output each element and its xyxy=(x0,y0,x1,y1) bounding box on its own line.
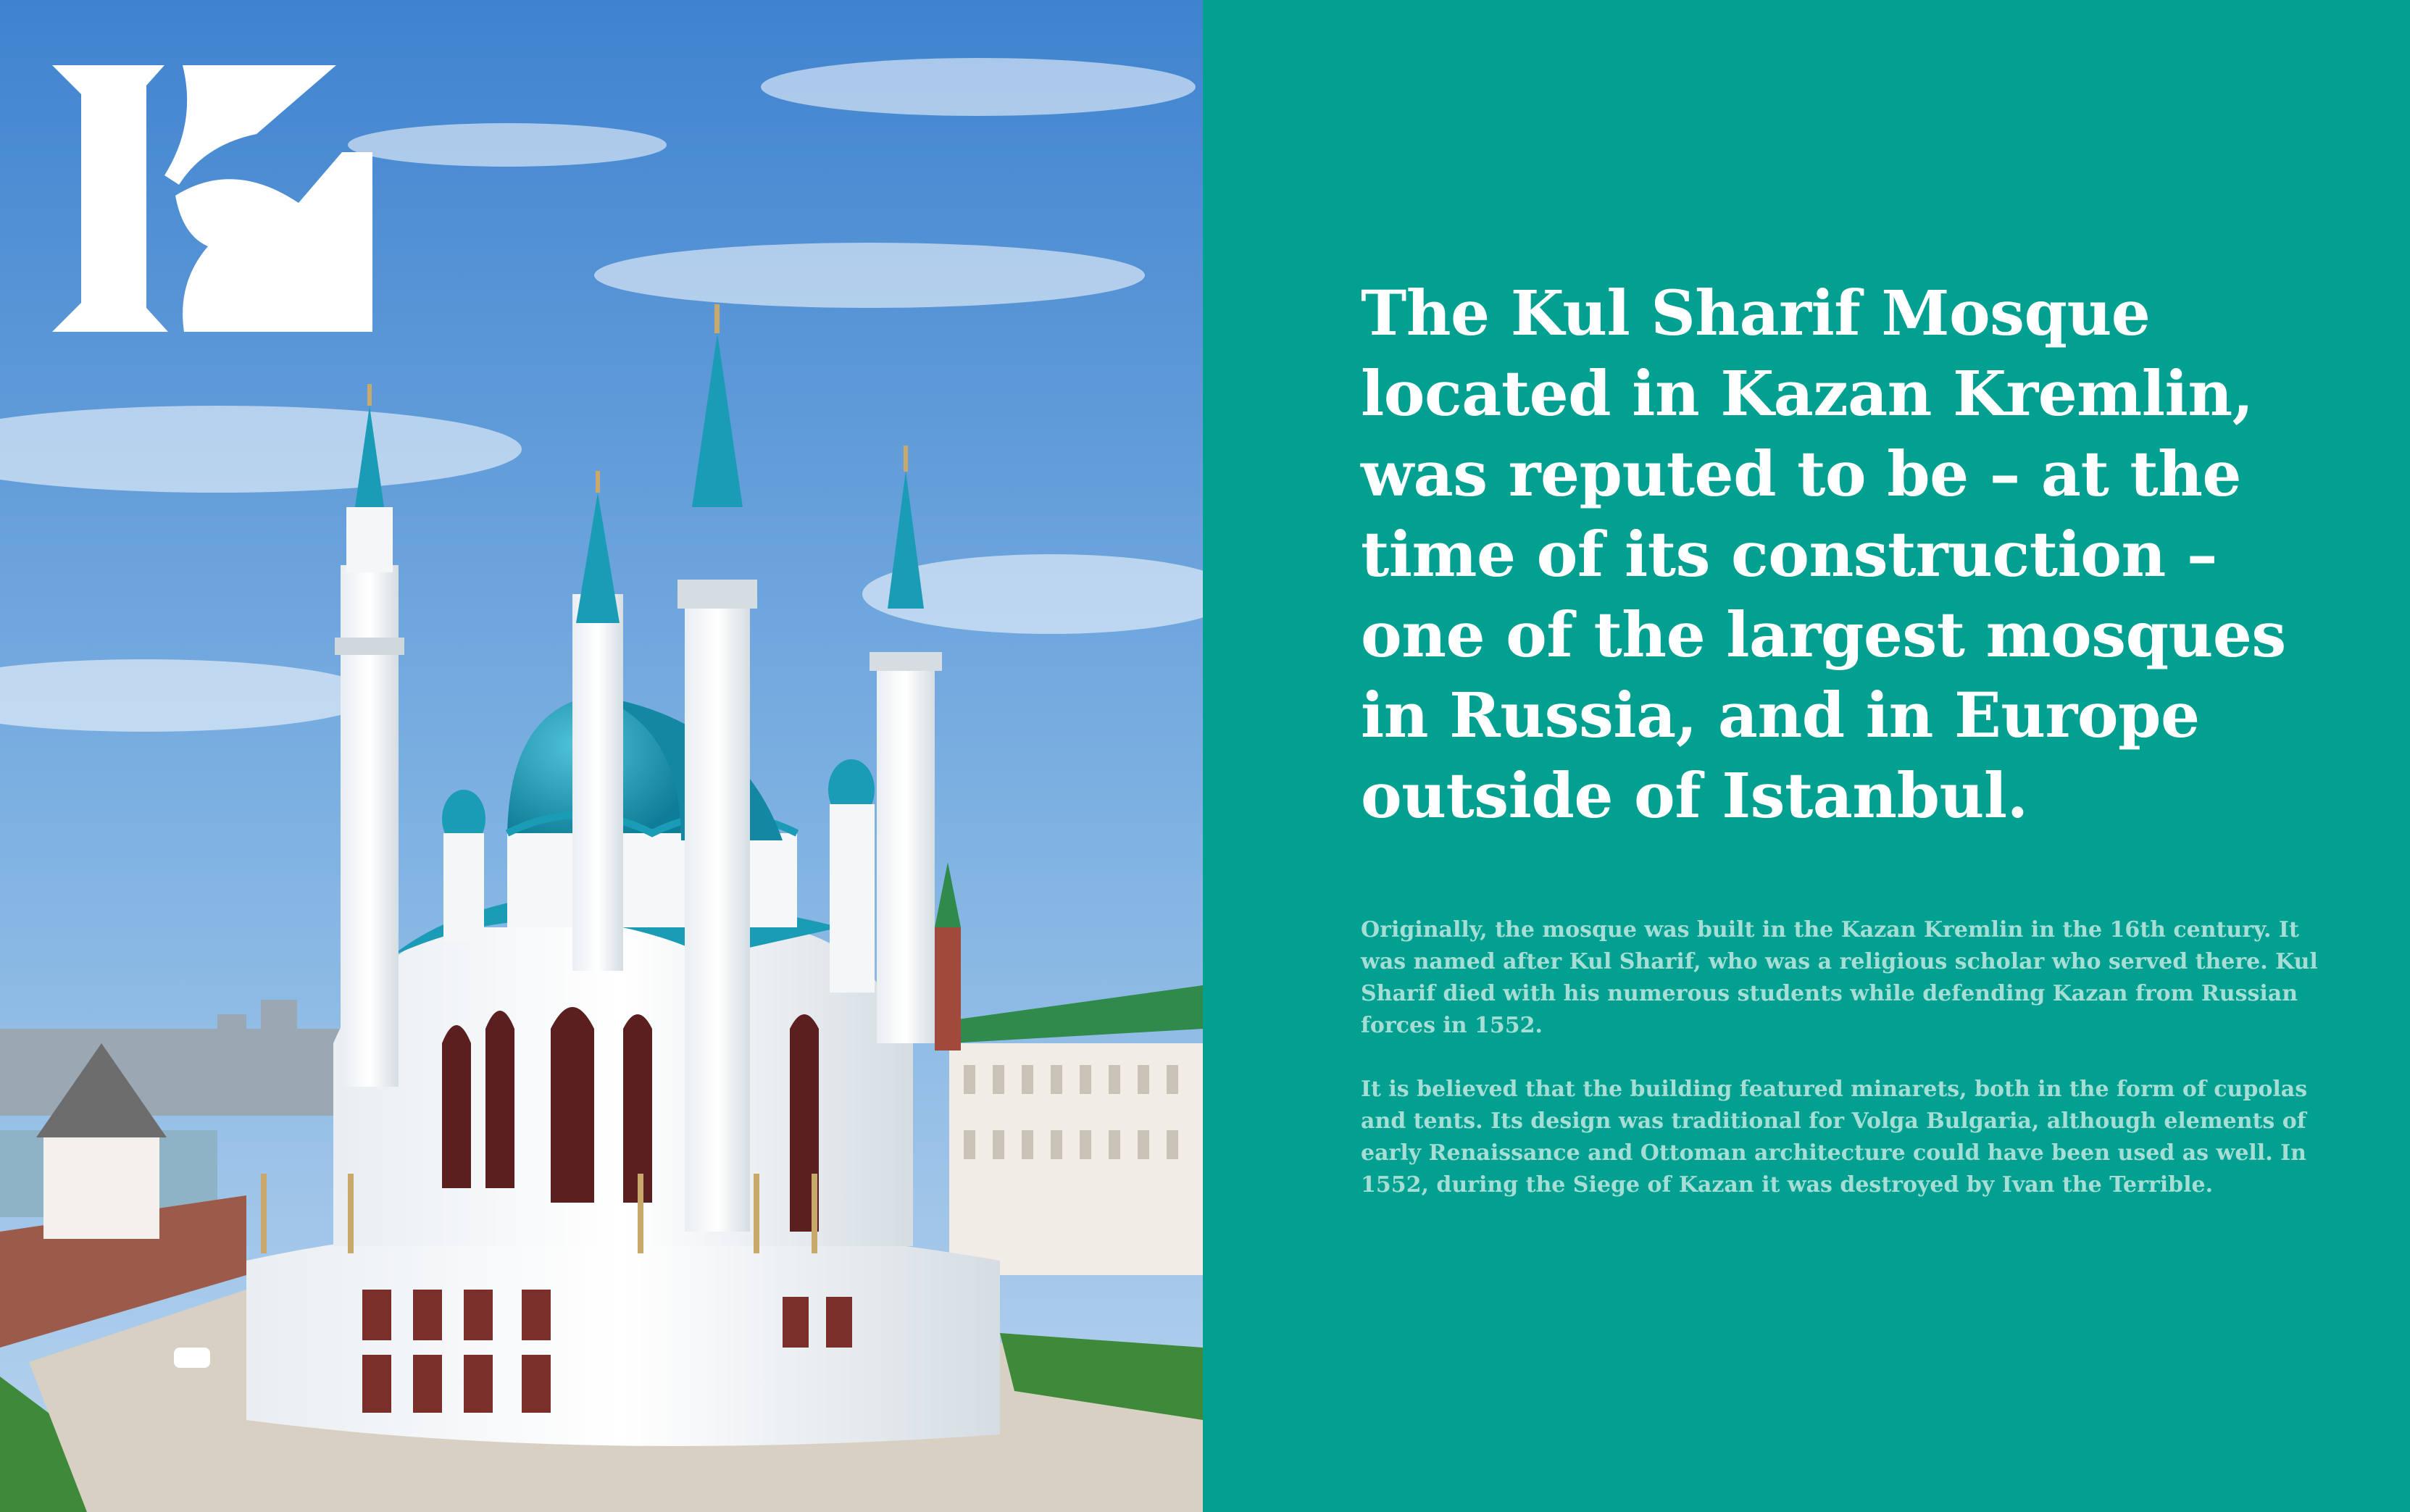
paragraph-2: It is believed that the building featured minarets, both in the form of cupolas and tents. Its design was traditional for Volga Bulgaria, although elements of early Renaissance and Ottoman architecture could have been used as well. In 1552, during the Siege of Kazan it was destroyed by Ivan the Terrible. xyxy=(1361,1077,2308,1198)
k-monogram-logo xyxy=(52,65,372,332)
k-monogram-arm xyxy=(164,65,336,185)
body-text xyxy=(1361,914,2332,1233)
headline: The Kul Sharif Mosque located in Kazan Kremlin, was reputed to be – at the time of its construction – one of the largest mosques in Russia, and in Europe outside of Istanbul. xyxy=(1361,277,2286,832)
paragraph-1: Originally, the mosque was built in the Kazan Kremlin in the 16th century. It was named after Kul Sharif, who was a religious scholar who served there. Kul Sharif died with his numerous students while defending Kazan from Russian forces in 1552. xyxy=(1361,917,2318,1038)
k-monogram-stem xyxy=(52,65,168,332)
text-panel xyxy=(1203,0,2410,1512)
k-monogram-leg xyxy=(175,152,372,332)
